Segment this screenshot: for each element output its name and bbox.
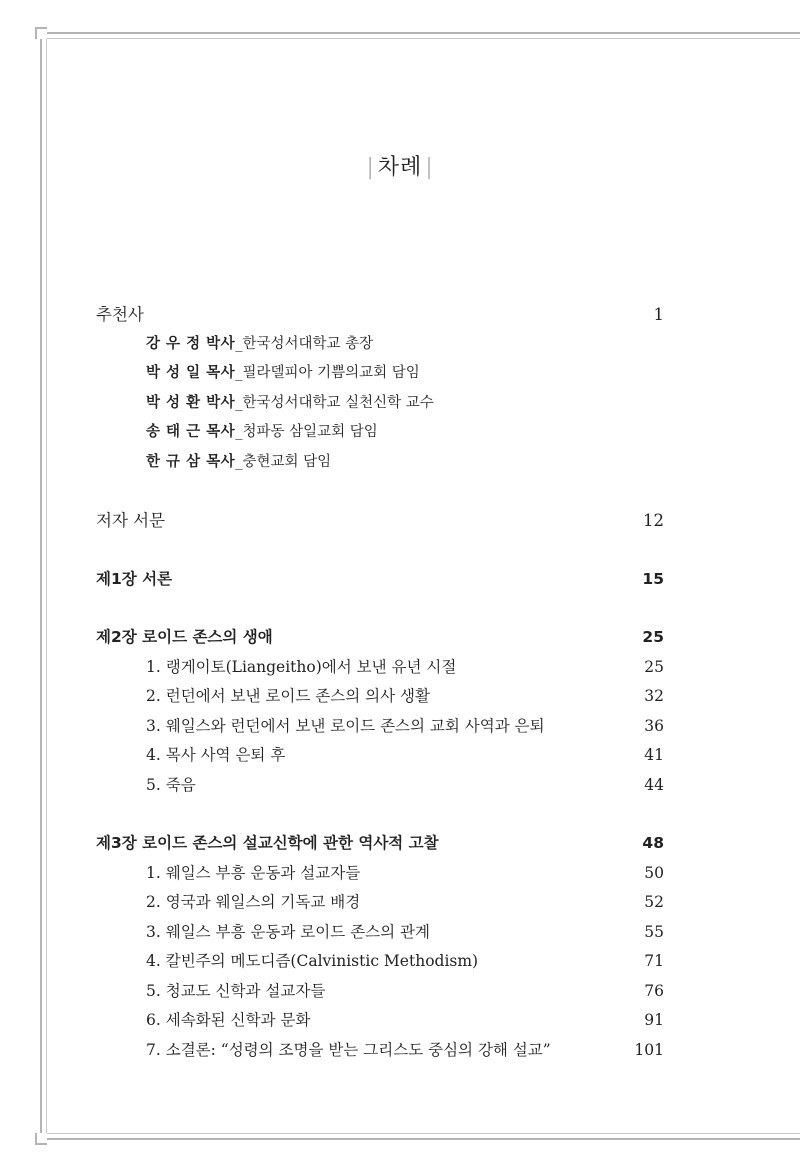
toc-subsection[interactable]: 1. 웨일스 부흥 운동과 설교자들 50 — [96, 859, 664, 889]
recommender-entry: 송 태 근 목사_청파동 삼일교회 담임 — [146, 424, 378, 440]
page-title: | 차례 | — [366, 155, 434, 180]
toc-entry-preface[interactable]: 저자 서문 12 — [96, 506, 664, 536]
page-number: 1 — [653, 305, 664, 324]
toc-subsection[interactable]: 4. 칼빈주의 메도디즘(Calvinistic Methodism) 71 — [96, 947, 664, 977]
page-number: 55 — [644, 922, 664, 941]
page-number: 48 — [642, 834, 664, 852]
page-number: 12 — [643, 511, 664, 530]
recommender-entry: 한 규 삼 목사_충현교회 담임 — [146, 453, 332, 470]
toc-subsection[interactable]: 5. 죽음 44 — [96, 771, 664, 801]
page-number: 52 — [644, 893, 664, 911]
toc-subsection[interactable]: 5. 청교도 신학과 설교자들 76 — [96, 977, 664, 1007]
toc-subsection[interactable]: 2. 영국과 웨일스의 기독교 배경 52 — [96, 888, 664, 918]
page-number: 25 — [644, 657, 664, 676]
page-number: 91 — [644, 1011, 664, 1029]
toc-subsection[interactable]: 7. 소결론: “성령의 조명을 받는 그리스도 중심의 강해 설교” 101 — [96, 1036, 664, 1066]
page-number: 71 — [644, 952, 664, 970]
toc-subsection[interactable]: 1. 랭게이토(Liangeitho)에서 보낸 유년 시절 25 — [96, 653, 664, 683]
recommender-entry: 박 성 일 목사_필라델피아 기쁨의교회 담임 — [146, 365, 420, 381]
recommender-entry: 박 성 환 박사_한국성서대학교 실천신학 교수 — [146, 394, 434, 411]
border-corner-ornament — [35, 27, 47, 39]
page-number: 25 — [642, 628, 664, 646]
toc-subsection[interactable]: 4. 목사 사역 은퇴 후 41 — [96, 741, 664, 771]
toc-chapter-2[interactable]: 제2장 로이드 존스의 생애 25 — [96, 623, 664, 653]
toc-subsection[interactable]: 6. 세속화된 신학과 문화 91 — [96, 1006, 664, 1036]
page-number: 32 — [644, 687, 664, 705]
page-number: 41 — [644, 746, 664, 764]
page-number: 76 — [644, 981, 664, 1000]
page-number: 44 — [644, 775, 664, 794]
toc-entry-recommendations[interactable]: 추천사 1 — [96, 300, 664, 330]
toc-chapter-3[interactable]: 제3장 로이드 존스의 설교신학에 관한 역사적 고찰 48 — [96, 829, 664, 859]
toc-subsection[interactable]: 3. 웨일스와 런던에서 보낸 로이드 존스의 교회 사역과 은퇴 36 — [96, 712, 664, 742]
toc-chapter-1[interactable]: 제1장 서론 15 — [96, 565, 664, 595]
page-number: 101 — [634, 1040, 664, 1059]
toc-subsection[interactable]: 3. 웨일스 부흥 운동과 로이드 존스의 관계 55 — [96, 918, 664, 948]
page-number: 50 — [644, 863, 664, 882]
page-number: 15 — [642, 569, 664, 588]
page-number: 36 — [644, 716, 664, 735]
toc-subsection[interactable]: 2. 런던에서 보낸 로이드 존스의 의사 생활 32 — [96, 682, 664, 712]
border-corner-ornament — [35, 1133, 47, 1145]
recommender-entry: 강 우 정 박사_한국성서대학교 총장 — [146, 335, 374, 352]
table-of-contents — [96, 300, 664, 1065]
